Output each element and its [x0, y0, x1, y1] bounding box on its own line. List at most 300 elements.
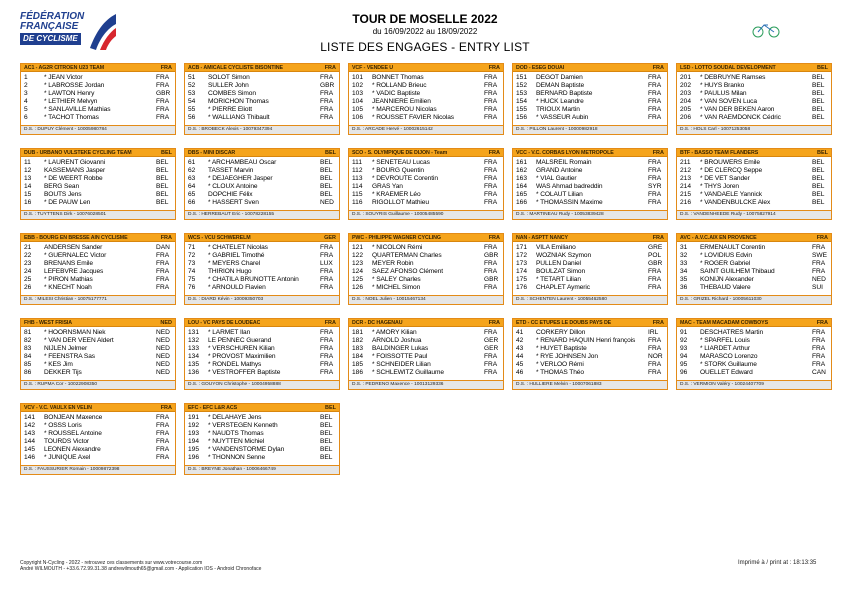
team-country: NED [160, 319, 172, 326]
team-name: MAC - TEAM MACADAM COWBOYS [680, 319, 769, 326]
rider-row [24, 251, 172, 259]
rider-nationality: SYR [648, 182, 662, 190]
rider-nationality: NED [156, 336, 170, 344]
rider-name: * LOVIDIUS Edvin [700, 251, 752, 259]
team-director: D.S. : VANDENHEEDE Rudy - 10075827914 [677, 210, 831, 219]
rider-number: 41 [516, 328, 524, 336]
rider-name: DEGOT Damien [536, 73, 583, 81]
rider-number: 66 [188, 199, 196, 207]
rider-nationality: LUX [320, 259, 333, 267]
team-name: BTF - BASSO TEAM FLANDERS [680, 149, 759, 156]
rider-nationality: FRA [156, 105, 170, 113]
rider-row [680, 73, 828, 81]
rider-name: THEBAUD Valere [700, 284, 751, 292]
rider-name: GRAND Antoine [536, 166, 583, 174]
rider-number: 82 [24, 336, 32, 344]
team-name: AC1 - AG2R CITROEN U23 TEAM [24, 64, 105, 71]
rider-row [680, 259, 828, 267]
rider-nationality: GER [484, 336, 499, 344]
rider-nationality: FRA [812, 259, 826, 267]
rider-name: * SCHLEWITZ Guillaume [372, 369, 444, 377]
rider-number: 63 [188, 174, 196, 182]
rider-name: * SALEY Charles [372, 275, 421, 283]
rider-number: 75 [188, 275, 196, 283]
rider-name: JEANNIERE Emilien [372, 97, 431, 105]
rider-name: ANDERSEN Sander [44, 243, 103, 251]
rider-nationality: FRA [484, 174, 498, 182]
rider-row [24, 198, 172, 206]
rider-row [352, 89, 500, 97]
rider-name: * OSSS Loris [44, 421, 82, 429]
rider-row [188, 275, 336, 283]
rider-name: * HUYET Baptiste [536, 344, 587, 352]
rider-nationality: FRA [812, 336, 826, 344]
rider-row [680, 198, 828, 206]
rider-number: 131 [188, 328, 200, 336]
rider-nationality: BEL [812, 81, 825, 89]
rider-nationality: FRA [648, 190, 662, 198]
team-name: AVC - A.V.C.AIX EN PROVENCE [680, 234, 757, 241]
rider-number: 102 [352, 81, 364, 89]
rider-row [680, 267, 828, 275]
rider-name: GRAS Yan [372, 182, 403, 190]
team-director: D.S. : GOUYON Christophe - 10004958888 [185, 380, 339, 389]
rider-row [188, 113, 336, 121]
rider-nationality: BEL [320, 429, 333, 437]
rider-row [352, 360, 500, 368]
rider-name: NIJLEN Jelmer [44, 344, 88, 352]
rider-number: 32 [680, 251, 688, 259]
team-header [513, 234, 667, 242]
rider-name: DOPCHIE Félix [208, 190, 253, 198]
rider-row [188, 283, 336, 291]
rider-row [188, 267, 336, 275]
rider-row [188, 251, 336, 259]
rider-name: BONNET Thomas [372, 73, 424, 81]
team-country: GER [324, 234, 336, 241]
rider-row [188, 413, 336, 421]
rider-number: 2 [24, 81, 28, 89]
rider-nationality: FRA [320, 114, 334, 122]
team-director: D.S. : PEDRENO Maxence - 10013129336 [349, 380, 503, 389]
rider-nationality: SUI [812, 284, 823, 292]
rider-name: SAINT GUILHEM Thibaud [700, 267, 775, 275]
rider-name: * KES Jim [44, 360, 73, 368]
rider-nationality: BEL [320, 182, 333, 190]
team-name: ETD - CC ETUPES LE DOUBS PAYS DE [516, 319, 612, 326]
rider-list [513, 157, 667, 207]
rider-row [516, 243, 664, 251]
rider-name: * SANLAVILLE Mathias [44, 105, 111, 113]
rider-nationality: DAN [156, 243, 170, 251]
rider-name: * NAUDTS Thomas [208, 429, 264, 437]
rider-row [352, 267, 500, 275]
team-header [21, 64, 175, 72]
rider-name: BALDINGER Lukas [372, 344, 429, 352]
rider-name: * CHATILA BRUNOTTE Antonin [208, 275, 299, 283]
rider-name: * RENARD HAQUIN Henri françois [536, 336, 636, 344]
team-country: FRA [324, 319, 336, 326]
print-time: Imprimé à / print at : 18:13:35 [738, 560, 817, 566]
rider-number: 85 [24, 360, 32, 368]
team-director: D.S. : PILLON Laurent - 10000982918 [513, 125, 667, 134]
rider-name: * VAN DER BEKEN Aaron [700, 105, 775, 113]
rider-number: 191 [188, 413, 200, 421]
rider-name: MALSREIL Romain [536, 158, 592, 166]
team-country: FRA [160, 64, 172, 71]
rider-number: 86 [24, 369, 32, 377]
team-director: D.S. : HOLS Carl - 10071253058 [677, 125, 831, 134]
rider-name: QUARTERMAN Charles [372, 251, 442, 259]
rider-nationality: BEL [320, 445, 333, 453]
rider-name: * THONNON Senne [208, 454, 266, 462]
rider-name: * VERSCHUREN Kilian [208, 344, 275, 352]
rider-nationality: FRA [648, 336, 662, 344]
rider-number: 115 [352, 190, 363, 198]
rider-row [516, 174, 664, 182]
team-director: D.S. : MILESI Christian - 10075177771 [21, 295, 175, 304]
rider-row [516, 182, 664, 190]
rider-nationality: SWE [812, 251, 828, 259]
team-header [21, 319, 175, 327]
rider-number: 133 [188, 344, 200, 352]
rider-nationality: FRA [320, 344, 334, 352]
rider-nationality: FRA [648, 89, 662, 97]
rider-number: 205 [680, 105, 692, 113]
rider-name: * LABROSSE Jordan [44, 81, 105, 89]
rider-row [24, 105, 172, 113]
rider-number: 151 [516, 73, 528, 81]
rider-number: 71 [188, 243, 196, 251]
rider-nationality: BEL [156, 166, 169, 174]
rider-row [680, 283, 828, 291]
team-card [184, 318, 340, 390]
rider-name: * DEVROUTE Corentin [372, 174, 438, 182]
rider-nationality: GBR [484, 275, 499, 283]
rider-list [185, 242, 339, 292]
rider-nationality: FRA [484, 267, 498, 275]
rider-row [516, 73, 664, 81]
rider-nationality: BEL [320, 166, 333, 174]
rider-name: * VERLOO Rémi [536, 360, 584, 368]
rider-number: 76 [188, 284, 196, 292]
rider-row [680, 105, 828, 113]
rider-name: * LETHIER Melvyn [44, 97, 98, 105]
rider-row [188, 421, 336, 429]
rider-nationality: CAN [812, 369, 826, 377]
rider-nationality: BEL [812, 73, 825, 81]
team-director: D.S. : MARTINEAU Rudy - 10053839428 [513, 210, 667, 219]
rider-name: CORKERY Dillon [536, 328, 586, 336]
rider-row [24, 259, 172, 267]
rider-row [516, 97, 664, 105]
team-card [348, 233, 504, 305]
rider-row [516, 267, 664, 275]
rider-name: SULLER John [208, 81, 249, 89]
rider-number: 161 [516, 158, 528, 166]
rider-nationality: GBR [320, 81, 335, 89]
team-card [184, 148, 340, 220]
rider-list [677, 72, 831, 122]
rider-name: * WALLIANG Thibault [208, 114, 270, 122]
rider-nationality: FRA [484, 360, 498, 368]
rider-row [516, 360, 664, 368]
rider-number: 174 [516, 267, 528, 275]
rider-list [513, 327, 667, 377]
rider-nationality: BEL [320, 158, 333, 166]
rider-number: 176 [516, 284, 528, 292]
rider-list [349, 157, 503, 207]
rider-number: 12 [24, 166, 32, 174]
rider-row [188, 445, 336, 453]
rider-nationality: FRA [484, 182, 498, 190]
rider-name: * HUCK Leandre [536, 97, 584, 105]
rider-number: 196 [188, 454, 200, 462]
rider-name: * JUNIQUE Axel [44, 454, 91, 462]
rider-number: 73 [188, 259, 196, 267]
rider-nationality: BEL [320, 413, 333, 421]
rider-name: * VANDENSTORME Dylan [208, 445, 285, 453]
team-country: FRA [160, 234, 172, 241]
rider-number: 101 [352, 73, 364, 81]
team-director: D.S. : SCHENTEN Laurent - 10055462580 [513, 295, 667, 304]
rider-name: * RYE JOHNSEN Jon [536, 352, 598, 360]
rider-number: 55 [188, 105, 196, 113]
rider-name: * TACHOT Thomas [44, 114, 99, 122]
rider-name: * ROUSSET FAVIER Nicolas [372, 114, 454, 122]
rider-list [21, 412, 175, 462]
rider-number: 112 [352, 166, 363, 174]
rider-name: * NICOLON Rémi [372, 243, 423, 251]
team-country: FRA [324, 64, 336, 71]
team-director: D.S. : BROBECK Alexis - 10079347394 [185, 125, 339, 134]
team-name: EFC - EFC L&R ACS [188, 404, 238, 411]
team-country: BEL [325, 149, 336, 156]
rider-number: 36 [680, 284, 688, 292]
rider-row [680, 182, 828, 190]
rider-name: MARASCO Lorenzo [700, 352, 758, 360]
rider-row [188, 344, 336, 352]
rider-number: 35 [680, 275, 688, 283]
rider-nationality: NED [320, 199, 334, 207]
federation-logo [14, 8, 120, 60]
rider-list [21, 157, 175, 207]
rider-number: 206 [680, 114, 692, 122]
rider-number: 4 [24, 97, 28, 105]
rider-row [516, 81, 664, 89]
rider-row [188, 259, 336, 267]
team-director: D.S. : FAUSSURIER Romain - 10009872398 [21, 465, 175, 474]
rider-name: DESCHATRES Martin [700, 328, 764, 336]
footer-credits [20, 560, 261, 572]
team-header [677, 64, 831, 72]
rider-name: * PIRON Mathias [44, 275, 93, 283]
rider-list [185, 72, 339, 122]
rider-number: 193 [188, 429, 200, 437]
rider-nationality: NED [156, 352, 170, 360]
team-name: NAN - ASPTT NANCY [516, 234, 568, 241]
rider-number: 192 [188, 421, 200, 429]
rider-nationality: FRA [484, 166, 498, 174]
team-header [21, 149, 175, 157]
rider-nationality: FRA [156, 114, 170, 122]
rider-number: 213 [680, 174, 692, 182]
rider-nationality: FRA [156, 81, 170, 89]
rider-row [352, 283, 500, 291]
rider-name: * CLOUX Antoine [208, 182, 258, 190]
team-name: VCC - V.C. CORBAS LYON METROPOLE [516, 149, 614, 156]
rider-name: KASSEMANS Jasper [44, 166, 106, 174]
rider-row [680, 97, 828, 105]
rider-row [188, 105, 336, 113]
rider-number: 105 [352, 105, 364, 113]
rider-row [680, 251, 828, 259]
rider-nationality: FRA [648, 344, 662, 352]
rider-number: 126 [352, 284, 364, 292]
rider-name: * DE PAUW Len [44, 199, 91, 207]
rider-number: 171 [516, 243, 528, 251]
rider-row [24, 174, 172, 182]
rider-number: 1 [24, 73, 28, 81]
rider-name: * HASSERT Sven [208, 199, 259, 207]
rider-row [188, 429, 336, 437]
rider-nationality: NED [812, 275, 826, 283]
rider-name: * BOURG Quentin [372, 166, 425, 174]
rider-number: 46 [516, 369, 524, 377]
rider-name: * CHATELET Nicolas [208, 243, 268, 251]
rider-number: 93 [680, 344, 688, 352]
rider-name: THIRION Hugo [208, 267, 252, 275]
rider-nationality: BEL [812, 158, 825, 166]
team-director: D.S. : HULLIERE Melvin - 10007061883 [513, 380, 667, 389]
rider-list [185, 157, 339, 207]
rider-row [516, 198, 664, 206]
rider-nationality: FRA [156, 275, 170, 283]
rider-name: * DE VET Sander [700, 174, 750, 182]
team-country: BEL [161, 149, 172, 156]
rider-list [185, 327, 339, 377]
team-header [185, 319, 339, 327]
rider-nationality: FRA [484, 114, 498, 122]
rider-number: 182 [352, 336, 364, 344]
rider-row [188, 352, 336, 360]
rider-row [24, 275, 172, 283]
rider-nationality: FRA [320, 97, 334, 105]
race-logo-icon [746, 20, 786, 38]
rider-number: 122 [352, 251, 364, 259]
team-country: FRA [488, 234, 500, 241]
rider-name: * DE WEERT Robbe [44, 174, 103, 182]
rider-name: * VESTROFFER Baptiste [208, 369, 281, 377]
rider-name: MEYER Robin [372, 259, 414, 267]
rider-row [352, 182, 500, 190]
rider-nationality: BEL [812, 166, 825, 174]
race-dates: du 16/09/2022 au 18/09/2022 [372, 27, 478, 36]
page-subtitle: LISTE DES ENGAGES - ENTRY LIST [320, 40, 530, 54]
rider-nationality: FRA [156, 445, 170, 453]
team-director: D.S. : NOEL Julien - 10015467134 [349, 295, 503, 304]
logo-line-3: DE CYCLISME [20, 33, 81, 45]
rider-number: 212 [680, 166, 692, 174]
rider-name: LEFEBVRE Jacques [44, 267, 104, 275]
rider-number: 145 [24, 445, 36, 453]
rider-nationality: FRA [156, 267, 170, 275]
rider-name: ERMENAULT Corentin [700, 243, 766, 251]
team-name: DUB - URBANO VULSTEKE CYCLING TEAM [24, 149, 132, 156]
rider-name: * STORK Guillaume [700, 360, 757, 368]
race-title: TOUR DE MOSELLE 2022 [352, 12, 498, 26]
team-country: FRA [652, 319, 664, 326]
rider-row [188, 182, 336, 190]
rider-number: 173 [516, 259, 528, 267]
rider-nationality: NED [156, 369, 170, 377]
rider-row [24, 413, 172, 421]
rider-nationality: FRA [156, 429, 170, 437]
rider-nationality: FRA [648, 360, 662, 368]
rider-list [677, 157, 831, 207]
rider-nationality: FRA [484, 97, 498, 105]
team-header [185, 234, 339, 242]
rider-nationality: FRA [484, 352, 498, 360]
rider-number: 184 [352, 352, 364, 360]
team-country: FRA [160, 404, 172, 411]
rider-number: 72 [188, 251, 196, 259]
footer-copyright: Copyright N-Cycling - 2022 - retrouvez ces classements sur www.votrecourse.com [20, 560, 203, 566]
rider-name: WAS Ahmad badreddin [536, 182, 603, 190]
rider-nationality: FRA [648, 73, 662, 81]
rider-number: 125 [352, 275, 364, 283]
rider-nationality: FRA [648, 166, 662, 174]
rider-name: KONIJN Alexander [700, 275, 754, 283]
rider-row [516, 158, 664, 166]
rider-number: 156 [516, 114, 528, 122]
rider-number: 84 [24, 352, 32, 360]
team-header [513, 149, 667, 157]
rider-nationality: BEL [156, 182, 169, 190]
rider-number: 155 [516, 105, 528, 113]
rider-nationality: IRL [648, 328, 659, 336]
rider-nationality: FRA [648, 81, 662, 89]
rider-number: 142 [24, 421, 36, 429]
rider-name: * DELAHAYE Jens [208, 413, 262, 421]
team-header [349, 149, 503, 157]
rider-row [352, 275, 500, 283]
rider-nationality: BEL [156, 158, 169, 166]
rider-row [516, 275, 664, 283]
rider-name: BONJEAN Maxence [44, 413, 103, 421]
rider-name: * FEENSTRA Sas [44, 352, 95, 360]
team-director: D.S. : DUPUY Clément - 10005980784 [21, 125, 175, 134]
rider-number: 51 [188, 73, 196, 81]
rider-name: WOZNIAK Szymon [536, 251, 592, 259]
header [290, 12, 560, 54]
rider-number: 5 [24, 105, 28, 113]
rider-number: 74 [188, 267, 196, 275]
rider-nationality: FRA [156, 73, 170, 81]
rider-row [680, 368, 828, 376]
rider-row [352, 251, 500, 259]
team-card [676, 148, 832, 220]
rider-nationality: FRA [484, 328, 498, 336]
team-header [513, 64, 667, 72]
team-director: D.S. : GRIZEL Richard - 10005611030 [677, 295, 831, 304]
rider-number: 214 [680, 182, 692, 190]
rider-number: 91 [680, 328, 688, 336]
team-card [348, 63, 504, 135]
rider-name: DEMAN Baptiste [536, 81, 585, 89]
team-card [20, 233, 176, 305]
team-header [349, 64, 503, 72]
